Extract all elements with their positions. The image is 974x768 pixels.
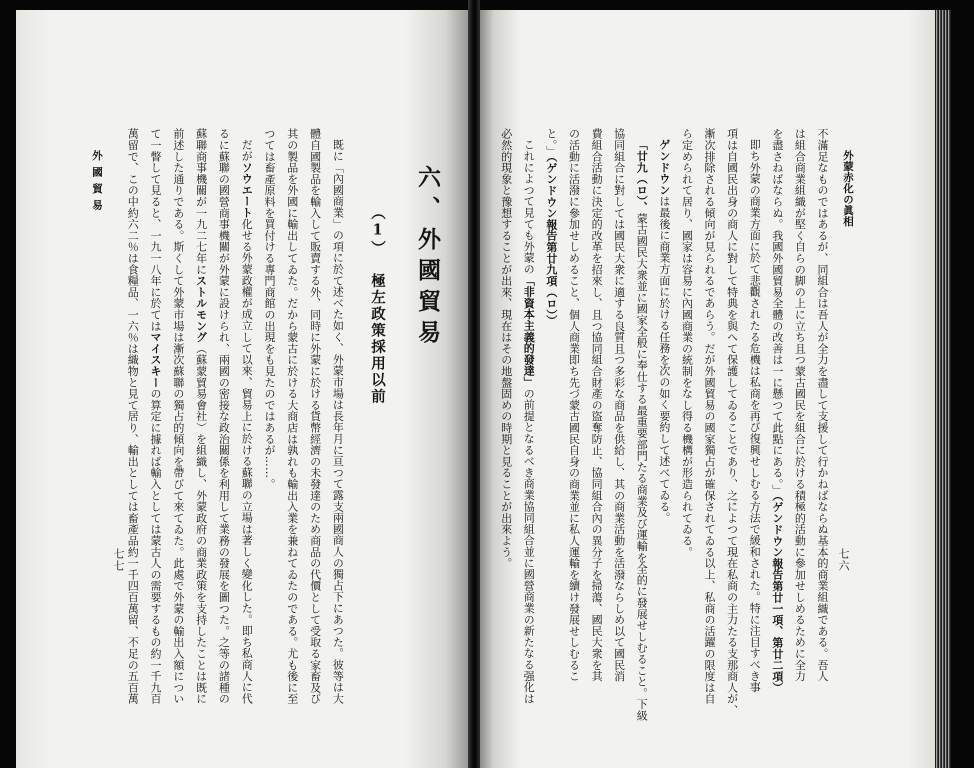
text-column (810, 128, 833, 728)
text-column (303, 128, 326, 728)
text-column (280, 128, 303, 728)
subsection-title: 極左政策採用以前 (369, 273, 386, 405)
page-number: 七六 (837, 548, 850, 572)
left-page-body-text (120, 128, 348, 728)
text-segment: 費組合活動に決定的改革を招來し、且つ協同組合財產の盜奪防止、協同組合內の異分子を掃蕩、國民大衆を其 (590, 128, 604, 682)
text-segment: と。」 (544, 128, 558, 157)
right-page-body-text (494, 128, 833, 728)
text-segment: て一瞥して見ると、一九一八年に於ては (149, 128, 163, 332)
book-gutter (468, 0, 480, 768)
text-column (120, 128, 143, 728)
text-segment: 前述した通りである。斯くして外蒙市場は漸次蘇聯の獨占的傾向を帶びて來てゐた。此處で外蒙の輸出入額につい (171, 128, 185, 705)
emphasized-text: ゲンドウン (657, 139, 671, 196)
emphasized-text: ストルモング (194, 274, 208, 343)
text-column (562, 128, 585, 728)
text-segment: 協同組合に對しては國民大衆に適する良質且つ多彩な商品を供給し、其の商業活動を活潑ならしめ以て國民消 (612, 128, 626, 682)
text-column (652, 128, 675, 728)
text-segment: 化せる外蒙政權が成立して以來、貿易上に於ける蘇聯の立場は著しく變化した。即ち私商人に代 (240, 218, 254, 705)
text-segment: は組合商業組織が堅く自らの脚の上に立ち且つ蒙古國民を組合に於ける積極的活動に參加せしめるために全力 (793, 128, 807, 682)
text-segment: 萬留で、この中約六二％は食糧品、一六％は織物と見て居り、輸出としては畜產品約一千四百萬留、不足の五百萬 (126, 128, 140, 705)
text-column (720, 128, 743, 728)
text-column (494, 128, 517, 728)
page-stack-edges (935, 10, 951, 768)
left-page (16, 10, 468, 768)
text-segment: 漸次排除される傾向が見られるであらう。だが外國貿易の國家獨占が確保されてゐる以上、私商の活躍の限度は自 (703, 128, 717, 705)
text-segment: るに蘇聯の國營商事機關が外蒙に設けられ、兩國の密接な政治關係を利用して業務の發展を圖つた。之等の諸種の (217, 128, 231, 705)
text-column (143, 128, 166, 728)
running-head: 外國貿易 (91, 150, 103, 216)
running-head: 外蒙赤化の眞相 (842, 150, 854, 227)
text-column (607, 128, 630, 728)
text-column (675, 128, 698, 728)
text-column (189, 128, 212, 728)
text-segment: の前提となるべき商業協同組合並に國營商業の新たなる强化は (522, 387, 536, 705)
text-column (584, 128, 607, 728)
emphasized-text: マイスキー (149, 331, 163, 388)
text-segment: の算定に據れば輸入としては蒙古人の需要するもの約一千九百 (149, 387, 163, 705)
right-page (480, 10, 935, 768)
text-segment: 蘇聯商事機關が一九二七年に (194, 128, 208, 275)
text-segment: 項は自國民出身の商人に對して特典を與へて保護してゐることであり、之によつて現在私商の主力たる支那商人が、 (725, 128, 739, 716)
emphasized-text: 「非資本主義的發達」 (522, 274, 536, 388)
emphasized-text: （ゲンドウン報告第廿九項（ロ）） (544, 156, 558, 327)
text-column (166, 128, 189, 728)
text-segment: だが (240, 139, 254, 162)
text-segment: （蘇蒙貿易會社）を組織し、外蒙政府の商業政策を支持したことは既に (194, 342, 208, 705)
text-column (326, 128, 349, 728)
text-column (539, 128, 562, 728)
text-segment: これによつて見ても外蒙の (522, 139, 536, 275)
page-number: 七七 (112, 548, 125, 572)
subsection-number: （1） (369, 205, 386, 257)
text-segment: 蒙古國民大衆並に國家全般に奉仕する最重要部門たる商業及び運輸を全的に發展せしむること。下級 (635, 212, 649, 722)
text-column (517, 128, 540, 728)
text-segment: 不滿足なものではあるが、同組合は吾人が全力を盡して支援して行かねばならぬ基本的商業組織である。吾人 (816, 128, 829, 682)
section-title: 六、外國貿易 (414, 165, 441, 351)
text-column (212, 128, 235, 728)
text-segment: 其の製品を外國に輸出してゐた。だから蒙古に於ける大商店は孰れも輸出入業を兼ねてゐたのである。尤も後に至 (285, 128, 299, 705)
text-segment: 既に「內國商業」の項に於て述べた如く、外蒙市場は長年月に亘つて露支兩國商人の獨占下にあつた。彼等は大 (331, 139, 345, 704)
text-segment: 必然的現象と豫想することが出來、現在はその地盤固めの時期と見ることが出來よう。 (499, 128, 513, 569)
text-column (234, 128, 257, 728)
text-column (697, 128, 720, 728)
text-column (257, 128, 280, 728)
text-column (788, 128, 811, 728)
text-segment: つては畜產原料を買付ける專門商館の出現をも見たのではあるが……。 (263, 128, 276, 490)
text-column (630, 128, 653, 728)
text-segment: ら定められて居り、國家は容易に內國商業の統制をなし得る機構が形造られてゐる。 (680, 128, 694, 558)
emphasized-text: 「廿九（ロ）、 (635, 139, 649, 213)
subsection-heading (367, 205, 387, 405)
text-segment: 體自國製品を輸入して販賣する外、同時に外蒙に於ける貨幣經濟の未發達のため商品の代價として受取る家畜及び (308, 128, 322, 705)
emphasized-text: ソウエート (240, 161, 254, 219)
text-segment: を盡さねばならぬ。我國外國貿易全體の改善は一に懸つて此點にある。」 (770, 128, 784, 496)
text-column (743, 128, 766, 728)
text-column (765, 128, 788, 728)
emphasized-text: （ゲンドウン報告第廿一項、第廿二項） (770, 495, 784, 694)
text-segment: は最後に商業方面に於ける任務を次の如く要約して述べてゐる。 (657, 195, 671, 524)
text-segment: 即ち外蒙の商業方面に於て悲觀されたる危機は私商を再び復興せしむる方法で緩和された。特に注目すべき事 (748, 139, 762, 693)
text-segment: の活動に活潑に參加せしめること、個人商業即ち先づ蒙古國民自身の商業並に私人運輸を續け發展せしむるこ (567, 128, 581, 682)
